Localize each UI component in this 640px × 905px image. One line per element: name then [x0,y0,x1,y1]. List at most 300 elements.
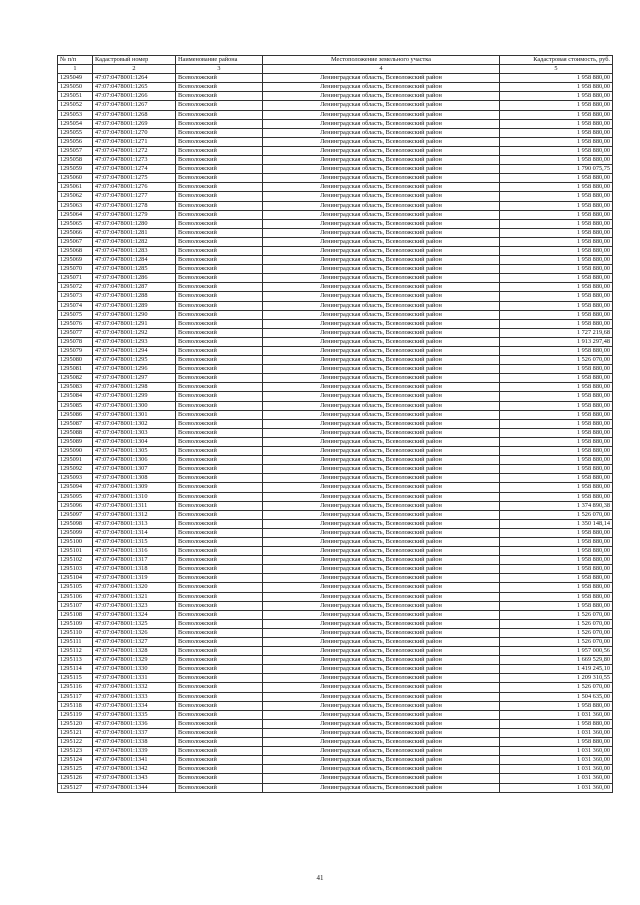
row-cadastral-value: 1 958 880,00 [500,392,613,401]
row-index: 1295111 [58,638,93,647]
row-cadastral-value: 1 526 070,00 [500,619,613,628]
row-index: 1295057 [58,146,93,155]
row-district: Всеволожский [176,647,263,656]
table-row [58,528,613,537]
row-cadastral-value: 1 958 880,00 [500,92,613,101]
row-index: 1295052 [58,101,93,110]
row-district: Всеволожский [176,465,263,474]
row-location: Ленинградская область, Всеволожский район [263,437,500,446]
table-row [58,592,613,601]
row-district: Всеволожский [176,537,263,546]
row-index: 1295071 [58,274,93,283]
table-row [58,765,613,774]
row-location: Ленинградская область, Всеволожский район [263,756,500,765]
table-row [58,110,613,119]
row-cadastral-number: 47:07:0478001:1265 [93,83,176,92]
row-cadastral-number: 47:07:0478001:1291 [93,319,176,328]
row-district: Всеволожский [176,483,263,492]
table-row [58,383,613,392]
row-index: 1295107 [58,601,93,610]
row-district: Всеволожский [176,228,263,237]
table-row [58,774,613,783]
row-cadastral-number: 47:07:0478001:1336 [93,719,176,728]
table-row [58,256,613,265]
row-cadastral-value: 1 958 880,00 [500,465,613,474]
row-cadastral-number: 47:07:0478001:1285 [93,265,176,274]
row-location: Ленинградская область, Всеволожский район [263,356,500,365]
row-location: Ленинградская область, Всеволожский район [263,410,500,419]
table-row [58,519,613,528]
row-cadastral-number: 47:07:0478001:1304 [93,437,176,446]
table-row [58,92,613,101]
row-index: 1295065 [58,219,93,228]
table-row [58,410,613,419]
row-district: Всеволожский [176,728,263,737]
row-district: Всеволожский [176,683,263,692]
row-location: Ленинградская область, Всеволожский район [263,583,500,592]
row-location: Ленинградская область, Всеволожский район [263,501,500,510]
row-cadastral-value: 1 031 360,00 [500,774,613,783]
row-cadastral-number: 47:07:0478001:1332 [93,683,176,692]
row-location: Ленинградская область, Всеволожский район [263,92,500,101]
row-cadastral-value: 1 958 880,00 [500,210,613,219]
row-district: Всеволожский [176,328,263,337]
row-cadastral-number: 47:07:0478001:1280 [93,219,176,228]
row-location: Ленинградская область, Всеволожский район [263,301,500,310]
row-cadastral-number: 47:07:0478001:1266 [93,92,176,101]
row-location: Ленинградская область, Всеволожский район [263,719,500,728]
row-cadastral-value: 1 958 880,00 [500,228,613,237]
row-location: Ленинградская область, Всеволожский район [263,574,500,583]
row-district: Всеволожский [176,528,263,537]
row-cadastral-value: 1 526 070,00 [500,510,613,519]
row-cadastral-value: 1 958 880,00 [500,719,613,728]
row-cadastral-number: 47:07:0478001:1316 [93,547,176,556]
row-index: 1295123 [58,747,93,756]
row-location: Ленинградская область, Всеволожский район [263,447,500,456]
row-cadastral-number: 47:07:0478001:1298 [93,383,176,392]
row-location: Ленинградская область, Всеволожский район [263,492,500,501]
row-index: 1295075 [58,310,93,319]
row-cadastral-number: 47:07:0478001:1312 [93,510,176,519]
row-cadastral-number: 47:07:0478001:1323 [93,601,176,610]
row-index: 1295056 [58,137,93,146]
row-district: Всеволожский [176,128,263,137]
table-row [58,274,613,283]
table-row [58,319,613,328]
row-cadastral-value: 1 958 880,00 [500,738,613,747]
row-location: Ленинградская область, Всеволожский район [263,674,500,683]
row-location: Ленинградская область, Всеволожский район [263,547,500,556]
row-cadastral-value: 1 958 880,00 [500,119,613,128]
row-location: Ленинградская область, Всеволожский район [263,465,500,474]
table-row [58,337,613,346]
row-location: Ленинградская область, Всеволожский район [263,610,500,619]
row-index: 1295099 [58,528,93,537]
cadastral-value-table [57,55,613,793]
row-cadastral-value: 1 958 880,00 [500,237,613,246]
row-location: Ленинградская область, Всеволожский район [263,519,500,528]
row-district: Всеволожский [176,192,263,201]
table-row [58,246,613,255]
table-row [58,447,613,456]
table-row [58,392,613,401]
row-cadastral-value: 1 958 880,00 [500,292,613,301]
row-cadastral-value: 1 526 070,00 [500,638,613,647]
table-row [58,437,613,446]
row-location: Ленинградская область, Всеволожский район [263,728,500,737]
row-district: Всеволожский [176,392,263,401]
row-district: Всеволожский [176,519,263,528]
row-index: 1295058 [58,156,93,165]
row-cadastral-value: 1 526 070,00 [500,628,613,637]
row-cadastral-number: 47:07:0478001:1329 [93,656,176,665]
row-index: 1295101 [58,547,93,556]
row-location: Ленинградская область, Всеволожский район [263,537,500,546]
row-district: Всеволожский [176,765,263,774]
table-row [58,674,613,683]
row-cadastral-value: 1 958 880,00 [500,146,613,155]
row-district: Всеволожский [176,119,263,128]
row-district: Всеволожский [176,547,263,556]
row-index: 1295092 [58,465,93,474]
row-index: 1295081 [58,365,93,374]
table-row [58,456,613,465]
row-index: 1295084 [58,392,93,401]
row-location: Ленинградская область, Всеволожский район [263,283,500,292]
row-district: Всеволожский [176,474,263,483]
row-district: Всеволожский [176,292,263,301]
row-cadastral-value: 1 958 880,00 [500,137,613,146]
row-district: Всеволожский [176,738,263,747]
row-index: 1295060 [58,174,93,183]
row-cadastral-number: 47:07:0478001:1300 [93,401,176,410]
row-cadastral-number: 47:07:0478001:1301 [93,410,176,419]
row-cadastral-value: 1 958 880,00 [500,410,613,419]
row-index: 1295104 [58,574,93,583]
row-district: Всеволожский [176,628,263,637]
row-cadastral-value: 1 958 880,00 [500,701,613,710]
row-index: 1295120 [58,719,93,728]
row-district: Всеволожский [176,365,263,374]
table-row [58,165,613,174]
table-row [58,374,613,383]
row-index: 1295126 [58,774,93,783]
row-location: Ленинградская область, Всеволожский район [263,365,500,374]
row-district: Всеволожский [176,492,263,501]
row-cadastral-value: 1 669 529,80 [500,656,613,665]
row-index: 1295088 [58,428,93,437]
row-cadastral-number: 47:07:0478001:1315 [93,537,176,546]
row-index: 1295121 [58,728,93,737]
table-row [58,756,613,765]
table-row [58,192,613,201]
row-cadastral-value: 1 958 880,00 [500,601,613,610]
row-district: Всеволожский [176,747,263,756]
row-district: Всеволожский [176,165,263,174]
row-district: Всеволожский [176,310,263,319]
document-table-container [57,55,610,793]
row-index: 1295086 [58,410,93,419]
row-district: Всеволожский [176,219,263,228]
row-district: Всеволожский [176,447,263,456]
row-cadastral-value: 1 958 880,00 [500,156,613,165]
row-district: Всеволожский [176,83,263,92]
row-cadastral-number: 47:07:0478001:1267 [93,101,176,110]
row-index: 1295062 [58,192,93,201]
row-cadastral-value: 1 957 000,56 [500,647,613,656]
row-cadastral-value: 1 958 880,00 [500,74,613,83]
table-row [58,628,613,637]
table-row [58,483,613,492]
row-index: 1295109 [58,619,93,628]
row-index: 1295064 [58,210,93,219]
row-cadastral-number: 47:07:0478001:1318 [93,565,176,574]
row-cadastral-number: 47:07:0478001:1278 [93,201,176,210]
table-row [58,537,613,546]
row-index: 1295063 [58,201,93,210]
row-cadastral-number: 47:07:0478001:1307 [93,465,176,474]
table-row [58,183,613,192]
table-row [58,474,613,483]
table-row [58,638,613,647]
row-location: Ленинградская область, Всеволожский район [263,210,500,219]
row-district: Всеволожский [176,283,263,292]
row-cadastral-number: 47:07:0478001:1309 [93,483,176,492]
row-cadastral-value: 1 958 880,00 [500,374,613,383]
row-index: 1295053 [58,110,93,119]
row-cadastral-number: 47:07:0478001:1287 [93,283,176,292]
row-district: Всеволожский [176,110,263,119]
row-cadastral-number: 47:07:0478001:1272 [93,146,176,155]
table-row [58,347,613,356]
row-cadastral-number: 47:07:0478001:1269 [93,119,176,128]
row-location: Ленинградская область, Всеволожский район [263,256,500,265]
row-district: Всеволожский [176,583,263,592]
row-cadastral-value: 1 350 148,14 [500,519,613,528]
row-cadastral-number: 47:07:0478001:1282 [93,237,176,246]
row-district: Всеволожский [176,756,263,765]
row-cadastral-number: 47:07:0478001:1321 [93,592,176,601]
row-index: 1295108 [58,610,93,619]
row-cadastral-value: 1 958 880,00 [500,246,613,255]
row-cadastral-value: 1 504 635,00 [500,692,613,701]
row-district: Всеволожский [176,274,263,283]
table-row [58,101,613,110]
row-index: 1295106 [58,592,93,601]
row-index: 1295050 [58,83,93,92]
row-cadastral-number: 47:07:0478001:1344 [93,783,176,792]
row-location: Ленинградская область, Всеволожский район [263,292,500,301]
row-district: Всеволожский [176,419,263,428]
row-cadastral-value: 1 958 880,00 [500,101,613,110]
row-cadastral-value: 1 958 880,00 [500,310,613,319]
row-district: Всеволожский [176,601,263,610]
row-cadastral-number: 47:07:0478001:1276 [93,183,176,192]
row-district: Всеволожский [176,638,263,647]
table-body [58,74,613,792]
table-row [58,510,613,519]
row-location: Ленинградская область, Всеволожский район [263,328,500,337]
row-location: Ленинградская область, Всеволожский район [263,310,500,319]
table-header-row [58,56,613,65]
row-district: Всеволожский [176,610,263,619]
table-row [58,701,613,710]
row-cadastral-value: 1 958 880,00 [500,301,613,310]
row-cadastral-number: 47:07:0478001:1334 [93,701,176,710]
row-location: Ленинградская область, Всеволожский район [263,656,500,665]
row-cadastral-number: 47:07:0478001:1317 [93,556,176,565]
row-cadastral-number: 47:07:0478001:1311 [93,501,176,510]
row-index: 1295090 [58,447,93,456]
row-cadastral-number: 47:07:0478001:1319 [93,574,176,583]
row-cadastral-value: 1 958 880,00 [500,483,613,492]
row-cadastral-number: 47:07:0478001:1331 [93,674,176,683]
table-row [58,556,613,565]
row-district: Всеволожский [176,137,263,146]
header-cadastral-number: Кадастровый номер [93,56,176,65]
row-cadastral-value: 1 958 880,00 [500,547,613,556]
row-cadastral-value: 1 526 070,00 [500,356,613,365]
row-index: 1295124 [58,756,93,765]
row-location: Ленинградская область, Всеволожский район [263,392,500,401]
row-index: 1295096 [58,501,93,510]
header-index: № п/п [58,56,93,65]
table-row [58,574,613,583]
row-district: Всеволожский [176,201,263,210]
row-location: Ленинградская область, Всеволожский район [263,456,500,465]
row-location: Ленинградская область, Всеволожский район [263,183,500,192]
row-index: 1295112 [58,647,93,656]
row-district: Всеволожский [176,701,263,710]
row-district: Всеволожский [176,574,263,583]
row-cadastral-number: 47:07:0478001:1343 [93,774,176,783]
row-location: Ленинградская область, Всеволожский район [263,119,500,128]
row-cadastral-number: 47:07:0478001:1286 [93,274,176,283]
row-index: 1295095 [58,492,93,501]
row-cadastral-number: 47:07:0478001:1339 [93,747,176,756]
row-cadastral-number: 47:07:0478001:1273 [93,156,176,165]
row-cadastral-number: 47:07:0478001:1342 [93,765,176,774]
row-index: 1295110 [58,628,93,637]
table-row [58,728,613,737]
table-row [58,547,613,556]
row-index: 1295116 [58,683,93,692]
row-location: Ленинградская область, Всеволожский район [263,747,500,756]
row-location: Ленинградская область, Всеволожский район [263,156,500,165]
row-index: 1295097 [58,510,93,519]
row-cadastral-value: 1 958 880,00 [500,283,613,292]
table-row [58,237,613,246]
row-index: 1295076 [58,319,93,328]
row-cadastral-number: 47:07:0478001:1284 [93,256,176,265]
row-cadastral-number: 47:07:0478001:1338 [93,738,176,747]
row-index: 1295115 [58,674,93,683]
row-index: 1295055 [58,128,93,137]
row-district: Всеволожский [176,347,263,356]
row-index: 1295069 [58,256,93,265]
row-cadastral-value: 1 031 360,00 [500,747,613,756]
row-cadastral-value: 1 031 360,00 [500,783,613,792]
row-index: 1295102 [58,556,93,565]
row-cadastral-value: 1 958 880,00 [500,537,613,546]
row-cadastral-number: 47:07:0478001:1324 [93,610,176,619]
row-district: Всеволожский [176,174,263,183]
table-row [58,619,613,628]
row-location: Ленинградская область, Всеволожский район [263,528,500,537]
row-cadastral-value: 1 958 880,00 [500,274,613,283]
row-index: 1295066 [58,228,93,237]
row-location: Ленинградская область, Всеволожский район [263,428,500,437]
row-index: 1295074 [58,301,93,310]
row-cadastral-number: 47:07:0478001:1289 [93,301,176,310]
row-cadastral-value: 1 958 880,00 [500,174,613,183]
table-row [58,783,613,792]
row-district: Всеволожский [176,210,263,219]
row-cadastral-number: 47:07:0478001:1320 [93,583,176,592]
row-cadastral-number: 47:07:0478001:1293 [93,337,176,346]
table-row [58,501,613,510]
row-cadastral-value: 1 790 075,75 [500,165,613,174]
table-row [58,328,613,337]
row-district: Всеволожский [176,356,263,365]
table-row [58,465,613,474]
row-location: Ленинградская область, Всеволожский район [263,383,500,392]
row-cadastral-value: 1 958 880,00 [500,347,613,356]
table-row [58,747,613,756]
row-location: Ленинградская область, Всеволожский район [263,665,500,674]
row-index: 1295100 [58,537,93,546]
row-location: Ленинградская область, Всеволожский район [263,638,500,647]
row-location: Ленинградская область, Всеволожский район [263,692,500,701]
row-cadastral-number: 47:07:0478001:1281 [93,228,176,237]
row-cadastral-value: 1 031 360,00 [500,765,613,774]
row-cadastral-number: 47:07:0478001:1330 [93,665,176,674]
row-district: Всеволожский [176,783,263,792]
row-district: Всеволожский [176,556,263,565]
row-index: 1295072 [58,283,93,292]
row-cadastral-value: 1 958 880,00 [500,201,613,210]
row-location: Ленинградская область, Всеволожский район [263,592,500,601]
table-row [58,365,613,374]
row-cadastral-value: 1 958 880,00 [500,319,613,328]
row-district: Всеволожский [176,510,263,519]
row-district: Всеволожский [176,101,263,110]
row-cadastral-value: 1 958 880,00 [500,428,613,437]
row-cadastral-number: 47:07:0478001:1326 [93,628,176,637]
table-row [58,74,613,83]
row-cadastral-number: 47:07:0478001:1310 [93,492,176,501]
row-cadastral-number: 47:07:0478001:1305 [93,447,176,456]
row-cadastral-number: 47:07:0478001:1335 [93,710,176,719]
row-index: 1295083 [58,383,93,392]
row-cadastral-number: 47:07:0478001:1295 [93,356,176,365]
row-cadastral-number: 47:07:0478001:1288 [93,292,176,301]
row-cadastral-value: 1 209 310,55 [500,674,613,683]
row-location: Ленинградская область, Всеволожский район [263,683,500,692]
table-row [58,601,613,610]
row-index: 1295061 [58,183,93,192]
row-cadastral-value: 1 958 880,00 [500,419,613,428]
row-cadastral-value: 1 958 880,00 [500,265,613,274]
row-index: 1295125 [58,765,93,774]
row-cadastral-value: 1 526 070,00 [500,683,613,692]
row-index: 1295105 [58,583,93,592]
table-row [58,719,613,728]
table-row [58,310,613,319]
row-district: Всеволожский [176,74,263,83]
row-cadastral-value: 1 958 880,00 [500,556,613,565]
